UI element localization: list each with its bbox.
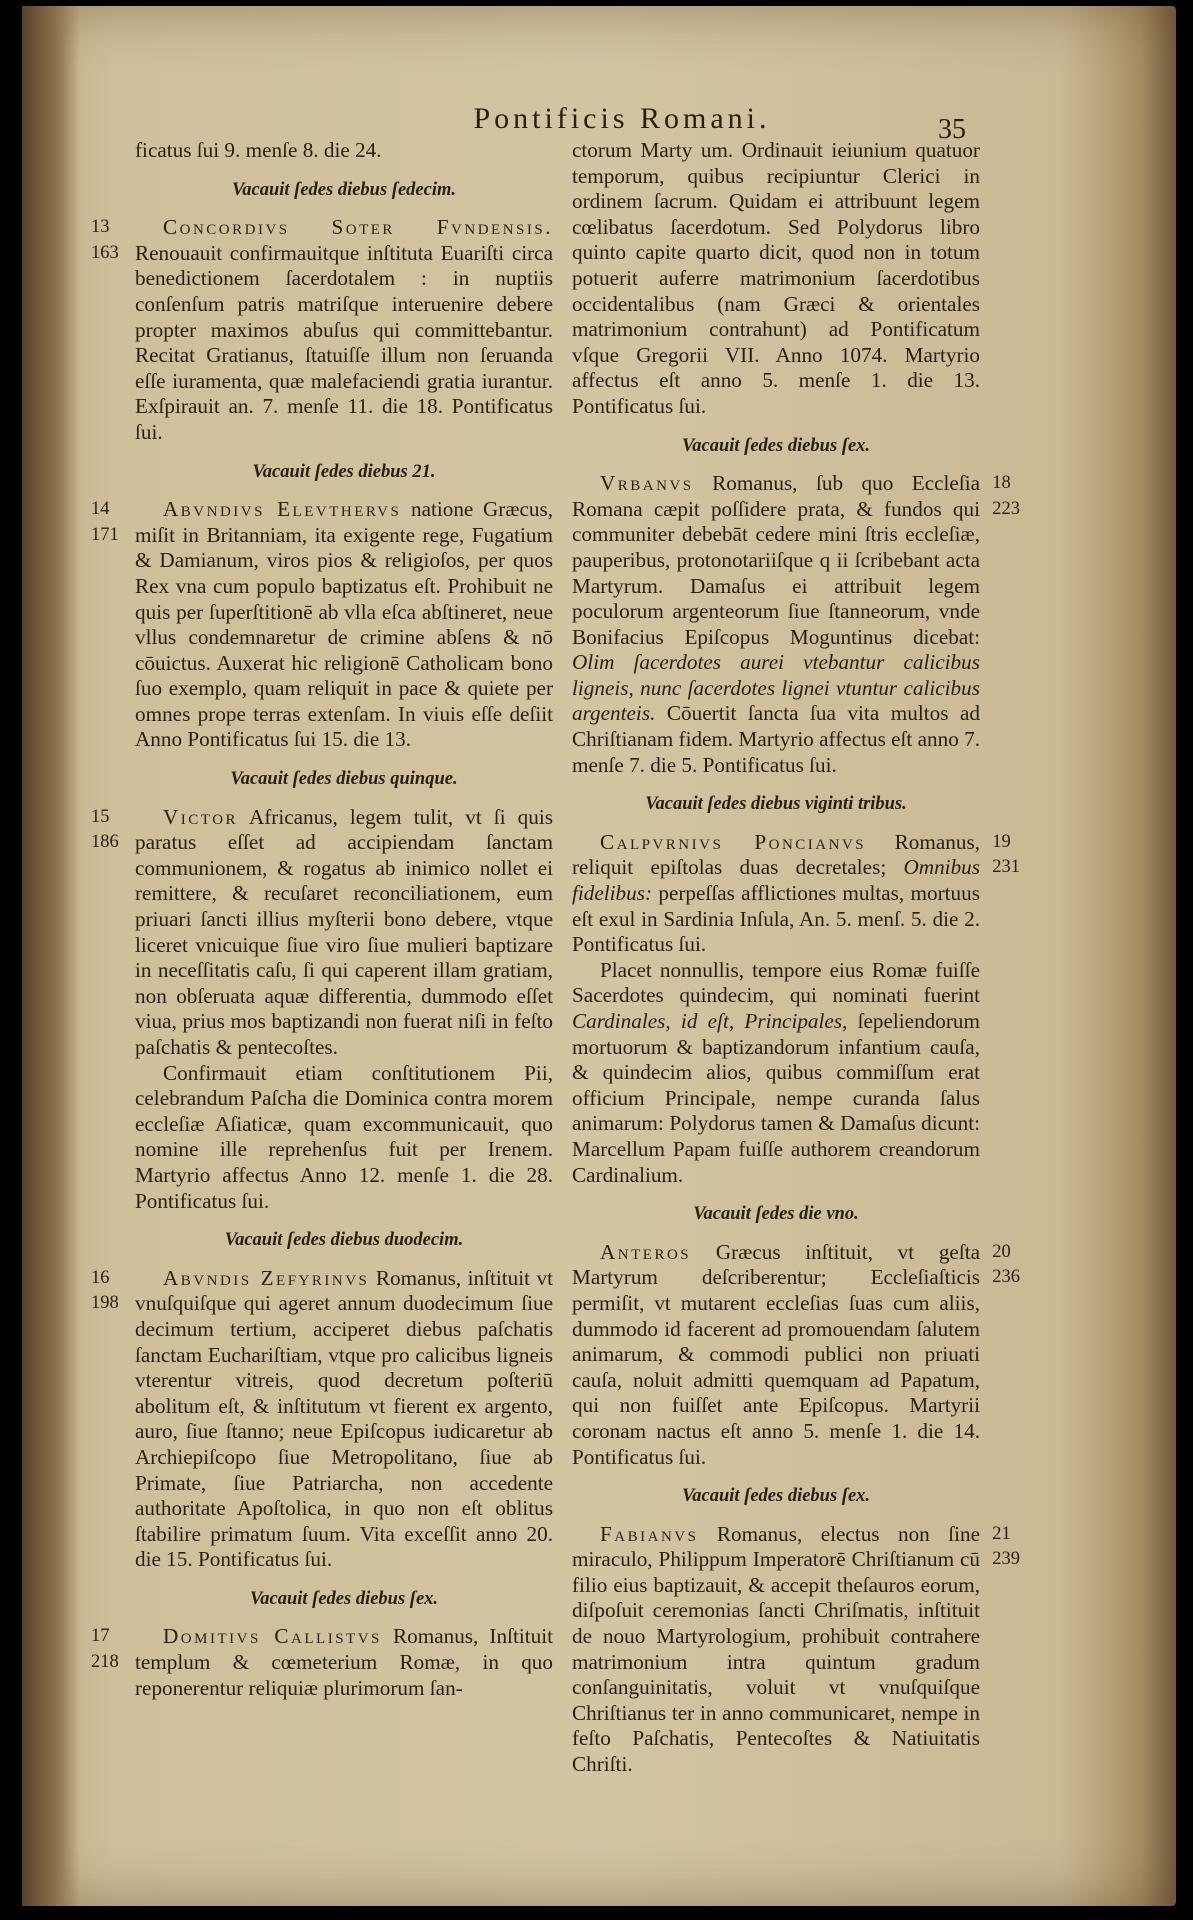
vacancy-note: Vacauit ſedes diebus ſex.	[249, 1588, 439, 1609]
entry-text: Græcus inſtituit, vt geſta Martyrum deſcriberentur; Eccleſiaſticis permiſit, vt mutarent eccleſias ſuas cum aliis, dummodo id facerent ad promouendam ſalutem animarum, & commodi publici non priuati cauſa, noluit admitti quemquam ad Papatum, qui non fuiſſet ante Epiſcopus. Martyrii coronam nactus eſt anno 5. menſe 1. die 14. Pontificatus ſui.	[572, 1239, 981, 1469]
pope-name: Calpvrnivs Poncianvs	[600, 829, 867, 854]
continuation-text: ctorum Marty um. Ordinauit ieiunium quatuor temporum, quibus recipiuntur Clerici in ordinem ſacrum. Quidam ei attribuunt legem cœlibatus ſacerdotum. Sed Polydorus libro quinto capite quarto dicit, quod non in totum potuerit auferre matrimonium ſacerdotibus occidentalibus (nam Græci & orientales matrimonium contrahunt) ad Pontificatum vſque Gregorii VII. Anno 1074. Martyrio affectus eſt anno 5. menſe 1. die 13. Pontificatus ſui.	[572, 138, 980, 418]
vacancy-note: Vacauit ſedes diebus viginti tribus.	[645, 794, 907, 815]
margin-number: 17 218	[91, 1626, 119, 1673]
entry-text: Confirmauit etiam conſtitutionem Pii, celebrandum Paſcha die Dominica contra morem eccleſiæ Aſiaticæ, quam excommunicauit, quo nomine ille reprehenſus fuit per Irenem. Martyrio affectus Anno 12. menſe 1. die 28. Pontificatus ſui.	[135, 1060, 553, 1213]
vacancy-note: Vacauit ſedes diebus duodecim.	[224, 1230, 464, 1251]
entry-text: natione Græcus, miſit in Britanniam, ita exigente rege, Fugatium & Damianum, viros pios & religioſos, per quos Rex vna cum populo baptizatus eſt. Prohibuit ne quis per ſuperſtitionē ab vlla eſca abſtineret, neue vllus condemnaretur de crimine abſens & nō cōuictus. Auxerat hic religionē Catholicam bono ſuo exemplo, quam reliquit in pace & quiete per omnes prope terras extenſam. In viuis eſſe deſiit Anno Pontificatus ſui 15. die 13.	[135, 497, 553, 752]
quotation: Olim ſacerdotes aurei vtebantur calicibus ligneis, nunc ſacerdotes lignei vtuntur calicibus argenteis.	[572, 650, 980, 726]
entry-13	[91, 215, 553, 445]
entry-18	[572, 471, 1020, 778]
right-column	[572, 138, 1020, 1778]
margin-number: 14 171	[91, 499, 119, 545]
entry-text: Romanus, electus non ſine miraculo, Philippum Imperatorē Chriſtianum cū filio eius baptizauit, & accepit theſauros eorum, diſpoſuit ceremonias ſancti Chriſmatis, inſtituit de nouo Martyrologium, prohibuit contrahere matrimonium intra quintum gradum conſanguinitatis, voluit vt vnuſquiſque Chriſtianus ter in anno communicaret, nempe in feſto Paſchatis, Pentecoſtes & Natiuitatis Chriſti.	[572, 1521, 980, 1777]
continuation-text: ficatus ſui 9. menſe 8. die 24.	[135, 138, 382, 162]
margin-number: 16 198	[91, 1267, 119, 1314]
entry-text: perpeſſas afflictiones multas, mortuus eſt exul in Sardinia Inſula, An. 5. menſ. 5. die 2. Pontificatus ſui.	[572, 881, 980, 957]
entry-19	[572, 829, 1020, 1188]
entry-20	[572, 1239, 1020, 1470]
entry-21	[572, 1521, 1020, 1778]
pope-name: Domitivs Callistvs	[163, 1624, 382, 1649]
entry-text: Renouauit confirmauitque inſtituta Euariſti circa benedictionem ſacerdotalem : in nuptiis conſenſum patris matriſque interuenire debere propter maximos abuſus qui committebantur. Recitat Gratianus, ſtatuiſſe illum non ſeruanda eſſe iuramenta, quæ malefaciendi gratia iurantur. Exſpirauit an. 7. menſe 11. die 18. Pontificatus ſui.	[135, 240, 553, 444]
entry-text: Romanus, Inſtituit templum & cœmeterium Romæ, in quo reponerentur reliquiæ plurimorum ſan-	[135, 1624, 553, 1700]
pope-name: Anteros	[600, 1239, 692, 1264]
margin-number: 15 186	[91, 806, 119, 853]
left-column	[91, 138, 553, 1701]
margin-number: 13 163	[91, 217, 119, 263]
quotation: Cardinales, id eſt, Principales,	[572, 1009, 848, 1033]
pope-name: Abvndivs Elevthervs	[163, 497, 402, 522]
margin-number: 20 236	[992, 1241, 1020, 1288]
entry-text: Africanus, legem tulit, vt ſi quis paratus eſſet ad accipiendam ſanctam communionem, & rogatus ab inimico nollet ei remittere, & recuſaret reconciliationem, eum priuari ſancti illius myſterii bono debere, vtque liceret vnicuique ſiue viro ſiue mulieri baptizare in neceſſitatis caſu, ſi qui caperent illam gratiam, non obſeruata aquæ differentia, dummodo eſſet viua, prius mos baptizandi non fuerat niſi in feſto paſchatis & pentecoſtes.	[135, 804, 553, 1059]
vacancy-note: Vacauit ſedes diebus ſedecim.	[231, 179, 456, 200]
vacancy-note: Vacauit ſedes diebus ſex.	[681, 435, 871, 456]
entry-14	[91, 497, 553, 753]
vacancy-note: Vacauit ſedes diebus ſex.	[681, 1486, 871, 1507]
entry-text: Cōuertit ſancta ſua vita multos ad Chriſtianam fidem. Martyrio affectus eſt anno 7. menſe 7. die 5. Pontificatus ſui.	[572, 701, 981, 777]
vacancy-note: Vacauit ſedes die vno.	[693, 1204, 859, 1225]
pope-name: Victor	[163, 804, 239, 829]
entry-text: Romanus, ſub quo Eccleſia Romana cæpit poſſidere prata, & fundos qui communiter debebāt cedere mini ſtris eccleſiæ, pauperibus, protonotariiſque q ii ſcribebant acta Martyrum. Damaſus ei attribuit legem poculorum argenteorum ſiue ſtanneorum, vnde Bonifacius Epiſcopus Moguntinus dicebat:	[572, 471, 980, 649]
margin-number: 21 239	[992, 1523, 1020, 1570]
pope-name: Fabianvs	[600, 1521, 699, 1546]
page-gutter	[22, 6, 80, 1906]
entry-text: Placet nonnullis, tempore eius Romæ fuiſſe Sacerdotes quindecim, qui nominati fuerint	[572, 957, 980, 1008]
pope-name: Concordivs Soter Fvndensis.	[163, 215, 553, 240]
pope-name: Abvndis Zefyrinvs	[163, 1265, 370, 1290]
margin-number: 19 231	[992, 831, 1020, 878]
vacancy-note: Vacauit ſedes diebus quinque.	[230, 769, 458, 790]
quotation: Omnibus fidelibus:	[572, 855, 980, 906]
margin-number: 18 223	[992, 473, 1020, 519]
running-head: Pontificis Romani.	[473, 102, 771, 135]
entry-text: Romanus, reliquit epiſtolas duas decretales;	[572, 829, 980, 880]
entry-16	[91, 1265, 553, 1573]
entry-15	[91, 804, 553, 1215]
vacancy-note: Vacauit ſedes diebus 21.	[252, 461, 436, 482]
entry-17	[91, 1624, 553, 1701]
page-number: 35	[938, 114, 966, 145]
book-page	[22, 6, 1176, 1906]
entry-text: Romanus, inſtituit vt vnuſquiſque qui ageret annum duodecimum ſiue decimum tertium, acciperet diebus paſchatis ſanctam Euchariſtiam, vtque pro calicibus ligneis vterentur vitreis, quod decretum poſteriū abolitum eſt, & inſtitutum vt fierent ex argento, auro, ſiue ſtanno; neue Epiſcopus iudicaretur ab Archiepiſcopo ſiue Metropolitano, ſiue ab Primate, ſiue Patriarcha, non accedente authoritate Apoſtolica, in quo non eſt oblitus ſtabilire primatum ſuum. Vita exceſſit anno 20. die 15. Pontificatus ſui.	[135, 1265, 553, 1572]
entry-text: ſepeliendorum mortuorum & baptizandorum infantium cauſa, & quindecim alios, quibus commiſſum erat officium Principale, nempe curanda ſalus animarum: Polydorus tamen & Damaſus dicunt: Marcellum Papam fuiſſe authorem creandorum Cardinalium.	[572, 1009, 980, 1187]
pope-name: Vrbanvs	[600, 471, 694, 496]
